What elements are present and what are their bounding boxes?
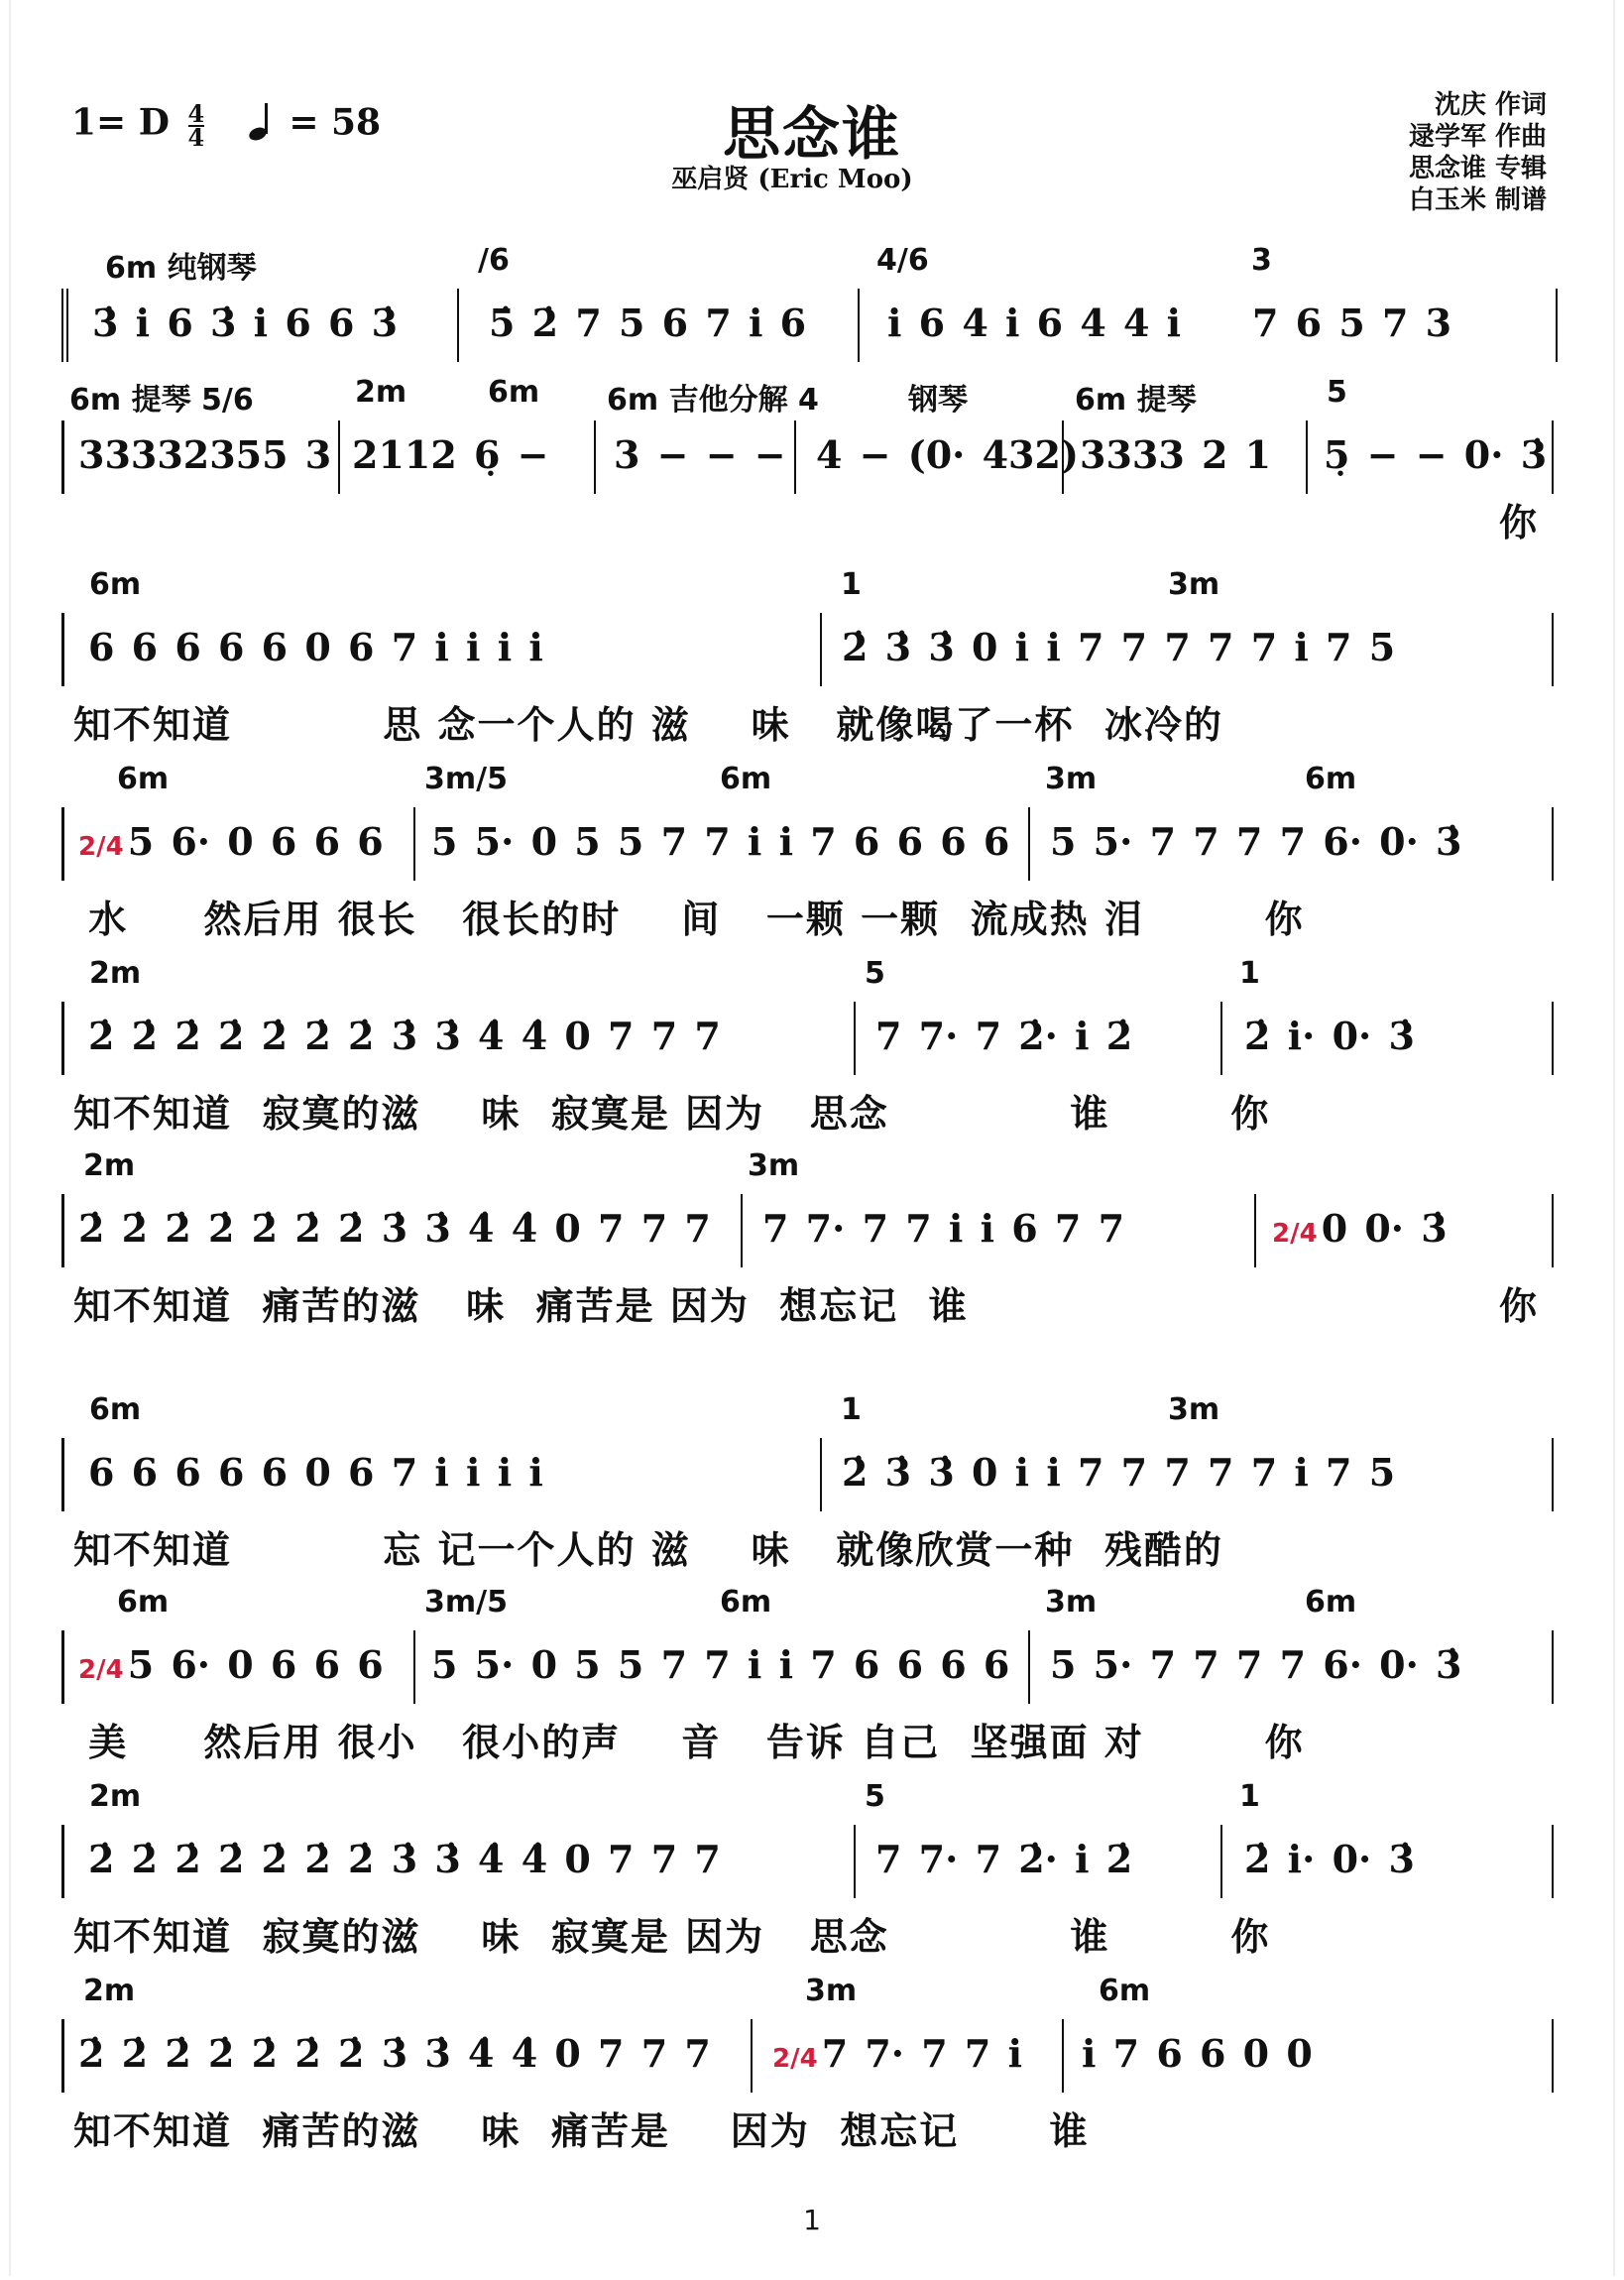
chord-label: /6 bbox=[478, 243, 510, 278]
bar-line bbox=[820, 1438, 822, 1511]
measure: 33332355 3 bbox=[78, 432, 332, 477]
measure: 2̇ 2̇ 2̇ 2̇ 2̇ 2̇ 2̇ 3̇ 3̇ 4̇ 4̇ 0 7 7 7 bbox=[88, 1014, 721, 1058]
chord-label: 5 bbox=[1327, 375, 1347, 410]
chord-label: 2m bbox=[355, 375, 407, 410]
bar-line bbox=[1254, 1194, 1256, 1267]
bar-line bbox=[854, 1002, 856, 1075]
chord-label: 2m bbox=[89, 956, 142, 991]
measure: 5 5· 0 5 5 7 7 i i 7 6 6 6 6 bbox=[431, 1642, 1010, 1687]
staff bbox=[61, 807, 1554, 881]
chord-label: 2m bbox=[83, 1974, 136, 2008]
measure: 5 5· 0 5 5 7 7 i i 7 6 6 6 6 bbox=[431, 819, 1010, 864]
chord-label: 6m bbox=[117, 762, 170, 796]
measure: 2̇ i· 0· 3̇ bbox=[1244, 1014, 1415, 1058]
time-bottom: 4 bbox=[187, 122, 205, 152]
chord-label: 5 bbox=[865, 1779, 885, 1814]
measure: i 6 4 i 6 4 4 i bbox=[887, 300, 1182, 345]
chord-label: 3m bbox=[1045, 1585, 1098, 1620]
bar-line bbox=[594, 420, 596, 494]
time-change: 2/4 bbox=[78, 832, 124, 862]
measure: 4 − (0· 432) bbox=[816, 432, 1079, 477]
measure: 2̇ 3̇ 3̇ 0 i i 7 7 7 7 7 i 7 5 bbox=[842, 1450, 1396, 1495]
bar-line bbox=[1220, 1002, 1222, 1075]
staff bbox=[61, 613, 1554, 686]
tempo-value: = 58 bbox=[289, 101, 382, 144]
bar-line bbox=[1306, 420, 1308, 494]
time-top: 4 bbox=[187, 98, 205, 128]
right-margin-decoration bbox=[1610, 0, 1624, 2276]
bar-line bbox=[1028, 807, 1030, 881]
chord-label: 3m bbox=[1168, 1392, 1220, 1427]
measure: 3 − − − bbox=[614, 432, 786, 477]
time-change: 2/4 bbox=[78, 1655, 124, 1685]
chord-label: 6m bbox=[488, 375, 540, 410]
chord-label: 4/6 bbox=[876, 243, 929, 278]
bar-line bbox=[1220, 1825, 1222, 1898]
singer-name: 巫启贤 (Eric Moo) bbox=[671, 165, 913, 194]
measure: i 7 6 6 0 0 bbox=[1082, 2031, 1313, 2076]
chord-row bbox=[61, 375, 1549, 418]
bar-line bbox=[854, 1825, 856, 1898]
chord-row bbox=[61, 1392, 1549, 1432]
bar-line bbox=[457, 289, 459, 362]
chord-row bbox=[61, 1974, 1549, 2013]
chord-label: 6m bbox=[89, 1392, 142, 1427]
measure: 5 6· 0 6 6 6 bbox=[127, 1642, 384, 1687]
measure: 5 6· 0 6 6 6 bbox=[127, 819, 384, 864]
staff bbox=[61, 1825, 1554, 1898]
page-number: 1 bbox=[803, 2204, 821, 2236]
bar-line bbox=[858, 289, 860, 362]
chord-row bbox=[61, 1148, 1549, 1188]
chord-label: 6m bbox=[1305, 1585, 1357, 1620]
chord-row bbox=[61, 567, 1549, 607]
staff bbox=[61, 1630, 1554, 1704]
staff bbox=[61, 420, 1554, 494]
chord-label: 1 bbox=[841, 1392, 862, 1427]
measure: 7 7· 7 2̇· i 2̇ bbox=[875, 1014, 1133, 1058]
staff bbox=[61, 289, 1558, 362]
chord-label: 1 bbox=[1239, 956, 1260, 991]
chord-label: 6m 纯钢琴 bbox=[105, 251, 257, 286]
chord-label: 5 bbox=[865, 956, 885, 991]
score-system bbox=[61, 567, 1549, 756]
bar-line bbox=[751, 2019, 753, 2093]
measure: 5 5· 7 7 7 7 6· 0· 3̇ bbox=[1050, 1642, 1462, 1687]
measure: 0 0· 3̇ bbox=[1321, 1206, 1448, 1251]
measure: 2̇ 2̇ 2̇ 2̇ 2̇ 2̇ 2̇ 3̇ 3̇ 4̇ 4̇ 0 7 7 7 bbox=[78, 2031, 711, 2076]
chord-label: 6m bbox=[720, 1585, 772, 1620]
time-change: 2/4 bbox=[1272, 1219, 1318, 1249]
chord-row bbox=[61, 243, 1549, 286]
bar-line bbox=[1062, 2019, 1064, 2093]
time-change: 2/4 bbox=[772, 2044, 818, 2074]
measure: 6 6 6 6 6 0 6 7 i i i i bbox=[88, 1450, 543, 1495]
lyric-end: 你 bbox=[1498, 501, 1537, 544]
bar-line bbox=[338, 420, 340, 494]
chord-row bbox=[61, 956, 1549, 996]
measure: 7 6 5 7 3 bbox=[1252, 300, 1452, 345]
bar-line bbox=[413, 1630, 415, 1704]
measure: 3333 2 1 bbox=[1080, 432, 1272, 477]
song-title: 思念谁 bbox=[722, 100, 901, 168]
chord-label: 6m bbox=[720, 762, 772, 796]
measure: 2̇ 2̇ 2̇ 2̇ 2̇ 2̇ 2̇ 3̇ 3̇ 4̇ 4̇ 0 7 7 7 bbox=[78, 1206, 711, 1251]
chord-row bbox=[61, 1585, 1549, 1624]
score-system bbox=[61, 956, 1549, 1144]
credits bbox=[1409, 89, 1547, 216]
lyrics-row: 知不知道 痛苦的滋 味 痛苦是 因为 想忘记 谁 bbox=[73, 2109, 1090, 2153]
score-system bbox=[61, 762, 1549, 950]
measure: 2112 6̣ − bbox=[352, 432, 549, 477]
chord-label: 钢琴 bbox=[908, 383, 968, 418]
score-system bbox=[61, 1974, 1549, 2162]
lyric-end: 你 bbox=[1498, 1284, 1537, 1328]
chord-label: 3m bbox=[748, 1148, 800, 1183]
chord-label: 6m bbox=[117, 1585, 170, 1620]
bar-line bbox=[820, 613, 822, 686]
score-system bbox=[61, 375, 1549, 543]
measure: 7 7· 7 7 i bbox=[821, 2031, 1023, 2076]
chord-label: 3 bbox=[1251, 243, 1272, 278]
staff bbox=[61, 1194, 1554, 1267]
lyrics-row: 美 然后用 很小 很小的声 音 告诉 自己 坚强面 对 你 bbox=[73, 1721, 1305, 1764]
chord-label: 3m/5 bbox=[424, 762, 508, 796]
bar-line bbox=[413, 807, 415, 881]
measure: 7 7· 7 2̇· i 2̇ bbox=[875, 1837, 1133, 1881]
credit-composer: 逯学军 作曲 bbox=[1408, 122, 1547, 152]
measure: 5̇ 2̇ 7 5 6 7 i 6 bbox=[489, 300, 807, 345]
staff bbox=[61, 1002, 1554, 1075]
chord-row bbox=[61, 1779, 1549, 1819]
lyrics-row: 知不知道 寂寞的滋 味 寂寞是 因为 思念 谁 你 bbox=[73, 1915, 1271, 1959]
bar-line bbox=[794, 420, 796, 494]
chord-label: 3m bbox=[805, 1974, 858, 2008]
score-system bbox=[61, 1392, 1549, 1581]
chord-label: 6m 提琴 bbox=[1075, 383, 1197, 418]
staff bbox=[61, 1438, 1554, 1511]
lyrics-row: 知不知道 思 念一个人的 滋 味 就像喝了一杯 冰冷的 bbox=[73, 703, 1223, 747]
score-system bbox=[61, 243, 1549, 372]
lyrics-row: 水 然后用 很长 很长的时 间 一颗 一颗 流成热 泪 你 bbox=[73, 898, 1305, 941]
measure: 2̇ i· 0· 3̇ bbox=[1244, 1837, 1415, 1881]
measure: 2̇ 2̇ 2̇ 2̇ 2̇ 2̇ 2̇ 3̇ 3̇ 4̇ 4̇ 0 7 7 7 bbox=[88, 1837, 721, 1881]
credit-album: 思念谁 专辑 bbox=[1408, 154, 1547, 183]
chord-label: 3m bbox=[1045, 762, 1098, 796]
credit-transcriber: 白玉米 制谱 bbox=[1408, 185, 1547, 215]
left-margin-decoration bbox=[0, 0, 14, 2276]
chord-label: 6m bbox=[89, 567, 142, 602]
bar-line bbox=[1028, 1630, 1030, 1704]
chord-label: 3m bbox=[1168, 567, 1220, 602]
score-system bbox=[61, 1585, 1549, 1773]
measure: 2̇ 3̇ 3̇ 0 i i 7 7 7 7 7 i 7 5 bbox=[842, 625, 1396, 669]
chord-label: 2m bbox=[83, 1148, 136, 1183]
measure: 6 6 6 6 6 0 6 7 i i i i bbox=[88, 625, 543, 669]
score-system bbox=[61, 1779, 1549, 1968]
chord-label: 6m 吉他分解 4 bbox=[607, 383, 819, 418]
score-system bbox=[61, 1148, 1549, 1337]
chord-label: 2m bbox=[89, 1779, 142, 1814]
staff bbox=[61, 2019, 1554, 2093]
bar-line bbox=[741, 1194, 743, 1267]
lyrics-row: 知不知道 痛苦的滋 味 痛苦是 因为 想忘记 谁 bbox=[73, 1284, 969, 1328]
chord-label: 1 bbox=[1239, 1779, 1260, 1814]
measure: 3̇ i 6 3̇ i 6 6 3̇ bbox=[92, 300, 399, 345]
measure: 5 5· 7 7 7 7 6· 0· 3̇ bbox=[1050, 819, 1462, 864]
chord-label: 6m bbox=[1305, 762, 1357, 796]
chord-label: 1 bbox=[841, 567, 862, 602]
lyrics-row: 知不知道 忘 记一个人的 滋 味 就像欣赏一种 残酷的 bbox=[73, 1528, 1223, 1572]
chord-row bbox=[61, 762, 1549, 801]
chord-label: 3m/5 bbox=[424, 1585, 508, 1620]
measure: 7 7· 7 7 i i 6 7 7 bbox=[762, 1206, 1125, 1251]
measure: 5̣ − − 0· 3̇ bbox=[1324, 432, 1548, 477]
credit-lyricist: 沈庆 作词 bbox=[1434, 90, 1547, 120]
lyrics-row: 知不知道 寂寞的滋 味 寂寞是 因为 思念 谁 你 bbox=[73, 1092, 1271, 1136]
chord-label: 6m bbox=[1099, 1974, 1151, 2008]
key-label: 1= D bbox=[71, 101, 170, 144]
chord-label: 6m 提琴 5/6 bbox=[69, 383, 254, 418]
